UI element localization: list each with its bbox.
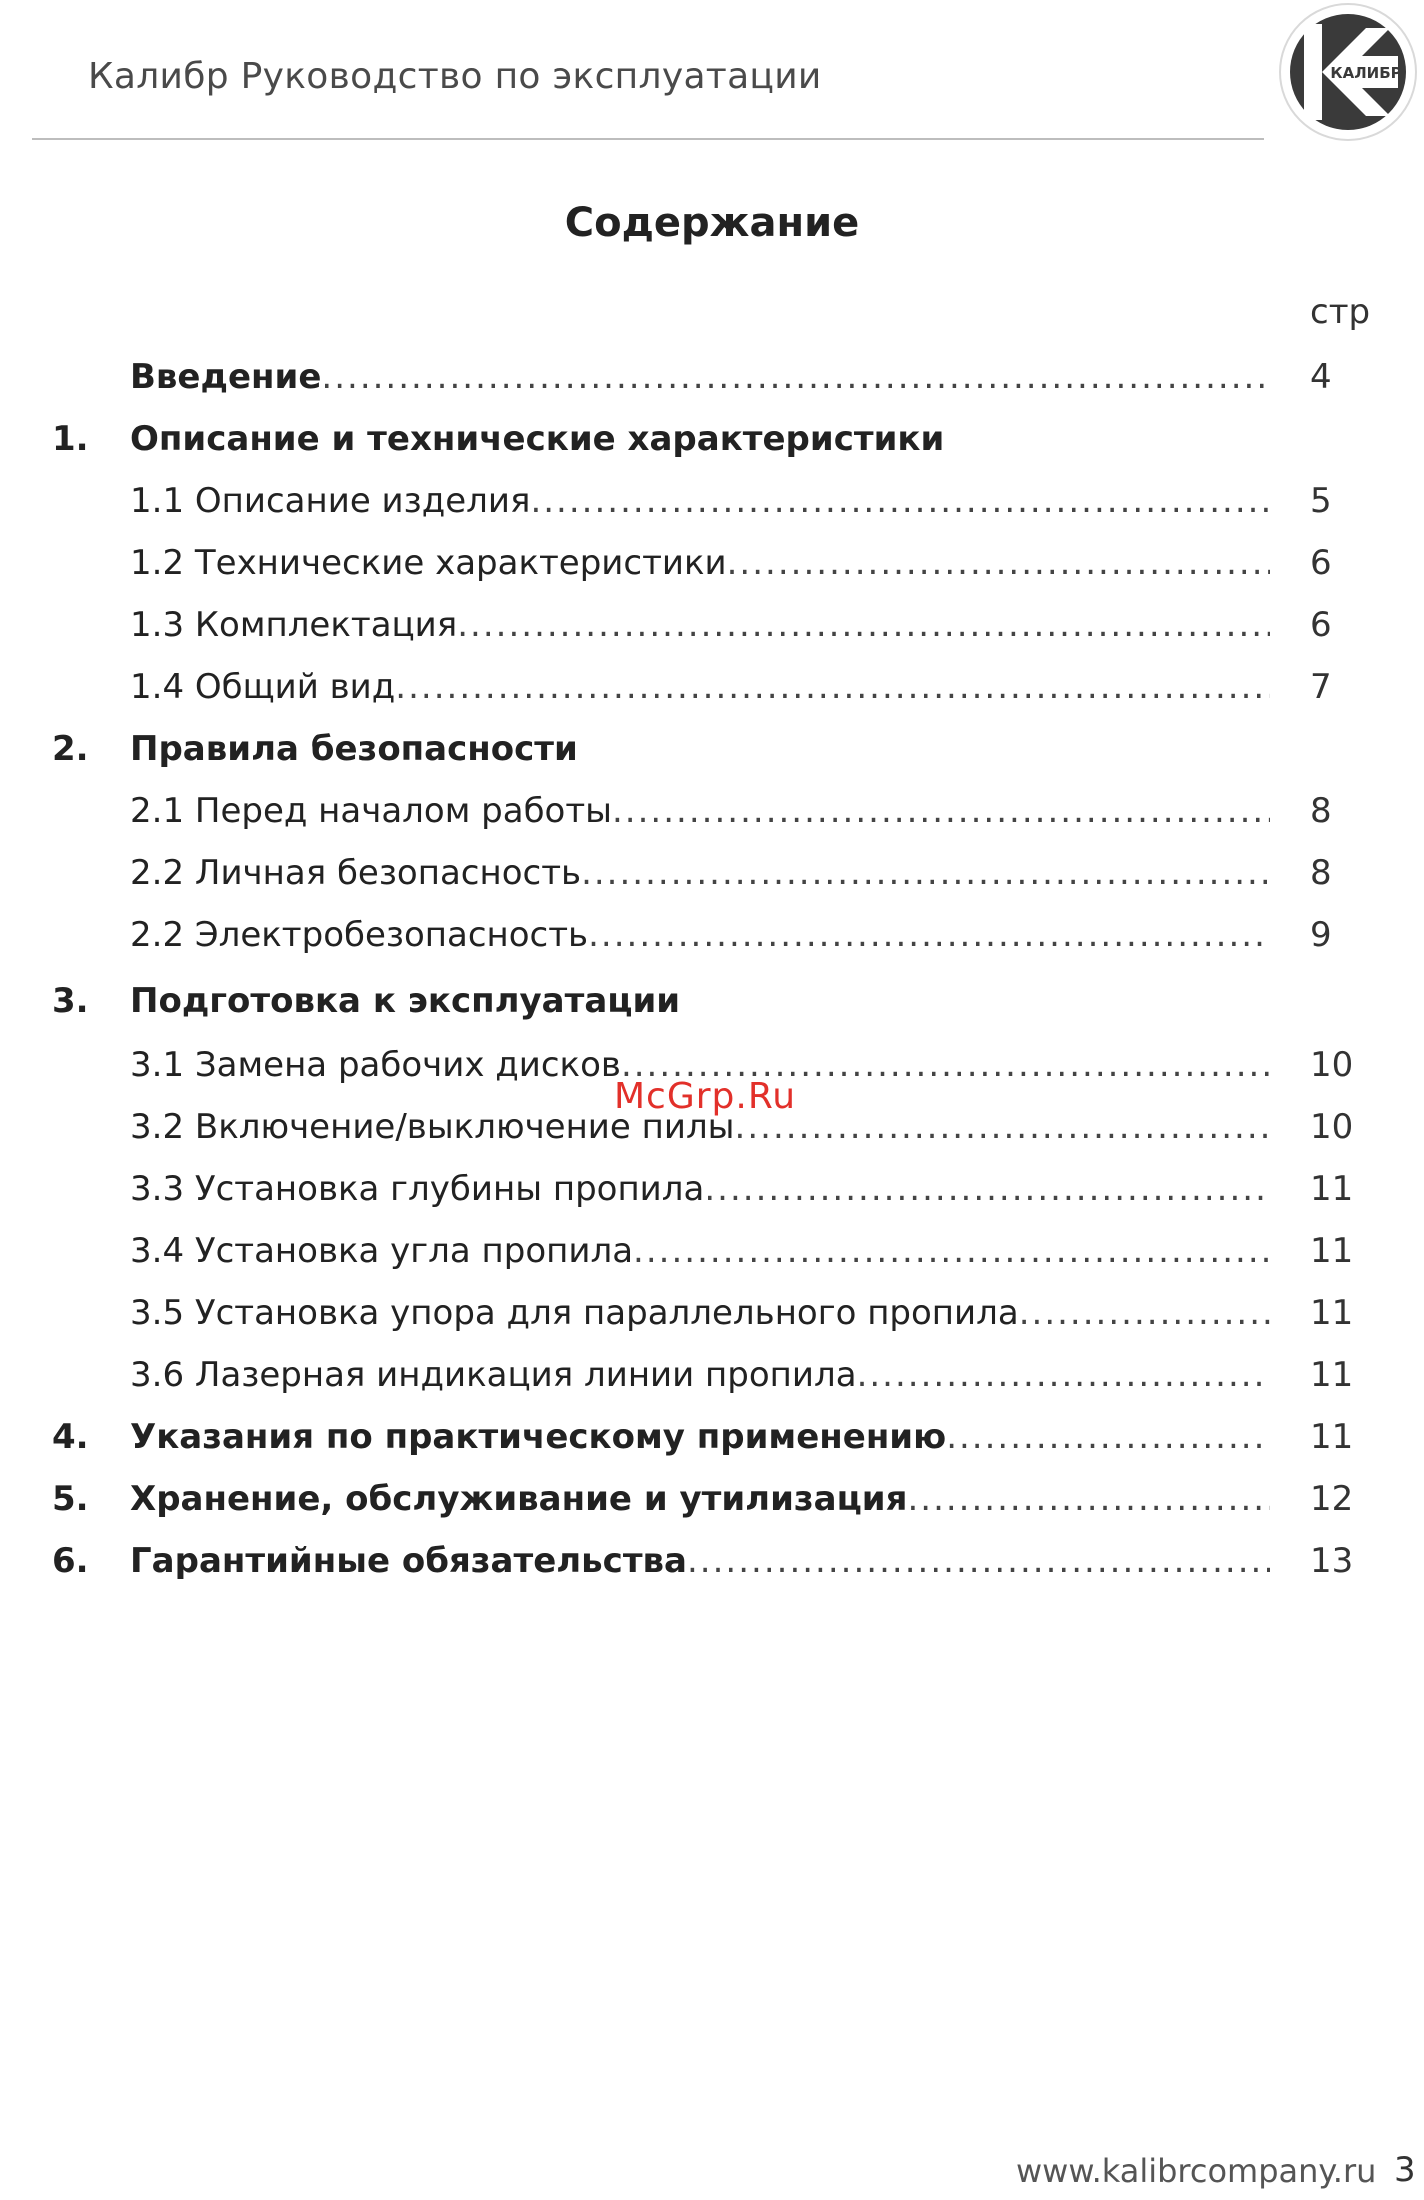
toc-entry-number: 4. [52, 1417, 89, 1457]
toc-entry-page: 8 [1310, 791, 1332, 831]
toc-entry-page: 11 [1310, 1417, 1354, 1457]
toc-entry-line [130, 724, 1280, 774]
toc-entry-page: 11 [1310, 1355, 1354, 1395]
toc-dot-leader [946, 1412, 1270, 1462]
toc-entry-title: Указания по практическому применению [130, 1417, 947, 1457]
toc-entry-line [130, 848, 1280, 898]
toc-entry-title: 3.1 Замена рабочих дисков [130, 1045, 621, 1085]
toc-dot-leader [395, 662, 1270, 712]
toc-dot-leader [633, 1226, 1270, 1276]
toc-dot-leader [530, 476, 1270, 526]
toc-entry[interactable] [0, 1350, 1424, 1400]
header-divider [32, 138, 1264, 140]
toc-entry-page: 6 [1310, 543, 1332, 583]
toc-dot-leader [727, 538, 1270, 588]
toc-dot-leader [857, 1350, 1270, 1400]
toc-dot-leader [1019, 1288, 1270, 1338]
toc-entry-line [130, 786, 1280, 836]
toc-entry-title: 3.3 Установка глубины пропила [130, 1169, 705, 1209]
header-title: Калибр Руководство по эксплуатации [88, 56, 822, 97]
toc-entry[interactable] [0, 414, 1424, 464]
toc-entry-title: 3.4 Установка угла пропила [130, 1231, 634, 1271]
toc-entry-line [130, 1536, 1280, 1586]
toc-entry-line [130, 910, 1280, 960]
toc-entry-page: 4 [1310, 357, 1332, 397]
toc-entry-number: 5. [52, 1479, 89, 1519]
toc-entry-page: 13 [1310, 1541, 1354, 1581]
toc-entry-line [130, 1350, 1280, 1400]
toc-entry-line [130, 476, 1280, 526]
toc-dot-leader [907, 1474, 1270, 1524]
toc-entry[interactable] [0, 1412, 1424, 1462]
kalibr-logo-icon [1278, 2, 1418, 142]
toc-entry[interactable] [0, 786, 1424, 836]
toc-entry-line [130, 662, 1280, 712]
toc-entry-title: 2.2 Электробезопасность [130, 915, 589, 955]
toc-dot-leader [457, 600, 1270, 650]
toc-entry-page: 8 [1310, 853, 1332, 893]
toc-dot-leader [612, 786, 1270, 836]
toc-entry-line [130, 1288, 1280, 1338]
toc-dot-leader [588, 910, 1270, 960]
toc-entry-page: 6 [1310, 605, 1332, 645]
toc-entry-title: 1.4 Общий вид [130, 667, 396, 707]
toc-entry-page: 5 [1310, 481, 1332, 521]
toc-entry-page: 10 [1310, 1045, 1354, 1085]
toc-entry-page: 11 [1310, 1169, 1354, 1209]
kalibr-logo [1278, 2, 1418, 142]
toc-entry[interactable] [0, 538, 1424, 588]
toc-entry[interactable] [0, 1474, 1424, 1524]
toc-entry-title: Введение [130, 357, 322, 397]
toc-entry-line [130, 1412, 1280, 1462]
toc-entry[interactable] [0, 1164, 1424, 1214]
toc-entry-page: 12 [1310, 1479, 1354, 1519]
toc-entry-line [130, 1474, 1280, 1524]
toc-entry-page: 10 [1310, 1107, 1354, 1147]
toc-entry-number: 1. [52, 419, 89, 459]
toc-entry[interactable] [0, 848, 1424, 898]
toc-entry-title: Подготовка к эксплуатации [130, 981, 681, 1021]
toc-entry[interactable] [0, 910, 1424, 960]
toc-entry-title: 3.6 Лазерная индикация линии пропила [130, 1355, 857, 1395]
toc-entry-number: 2. [52, 729, 89, 769]
toc-dot-leader [735, 1102, 1270, 1152]
toc-entry-line [130, 352, 1280, 402]
toc-entry-title: Гарантийные обязательства [130, 1541, 687, 1581]
toc-entry-line [130, 538, 1280, 588]
toc-entry[interactable] [0, 1536, 1424, 1586]
toc-entry-title: 1.3 Комплектация [130, 605, 458, 645]
toc-dot-leader [321, 352, 1270, 402]
toc-entry[interactable] [0, 976, 1424, 1026]
toc-entry[interactable] [0, 1226, 1424, 1276]
toc-heading: Содержание [564, 200, 860, 246]
toc-entry-title: 2.1 Перед началом работы [130, 791, 612, 831]
toc-entry[interactable] [0, 352, 1424, 402]
toc-entry[interactable] [0, 724, 1424, 774]
toc-dot-leader [581, 848, 1270, 898]
toc-entry-line [130, 414, 1280, 464]
toc-entry-title: 2.2 Личная безопасность [130, 853, 582, 893]
toc-entry-line [130, 600, 1280, 650]
toc-entry-line [130, 1226, 1280, 1276]
toc-entry[interactable] [0, 600, 1424, 650]
toc-entry-title: Правила безопасности [130, 729, 578, 769]
toc-entry-line [130, 976, 1280, 1026]
toc-entry-page: 9 [1310, 915, 1332, 955]
toc-entry-page: 11 [1310, 1231, 1354, 1271]
toc-entry-page: 7 [1310, 667, 1332, 707]
toc-entry-title: Хранение, обслуживание и утилизация [130, 1479, 908, 1519]
toc-entry-title: 1.1 Описание изделия [130, 481, 531, 521]
toc-entry[interactable] [0, 1288, 1424, 1338]
toc-entry-title: 3.5 Установка упора для параллельного пропила [130, 1293, 1019, 1333]
toc-entry-title: 3.2 Включение/выключение пилы [130, 1107, 735, 1147]
footer-url[interactable]: www.kalibrcompany.ru [1016, 2152, 1377, 2190]
toc-entry[interactable] [0, 662, 1424, 712]
toc-entry-line [130, 1164, 1280, 1214]
page-column-label: стр [1310, 292, 1371, 332]
toc-entry-title: 1.2 Технические характеристики [130, 543, 727, 583]
toc-dot-leader [687, 1536, 1270, 1586]
toc-entry-number: 6. [52, 1541, 89, 1581]
toc-dot-leader [704, 1164, 1270, 1214]
toc-entry-title: Описание и технические характеристики [130, 419, 945, 459]
footer-page-number: 3 [1394, 2150, 1416, 2190]
watermark: McGrp.Ru [614, 1076, 797, 1117]
toc-entry[interactable] [0, 476, 1424, 526]
logo-wordmark: КАЛИБР [1330, 64, 1402, 82]
toc-entry-number: 3. [52, 981, 89, 1021]
toc-entry-page: 11 [1310, 1293, 1354, 1333]
